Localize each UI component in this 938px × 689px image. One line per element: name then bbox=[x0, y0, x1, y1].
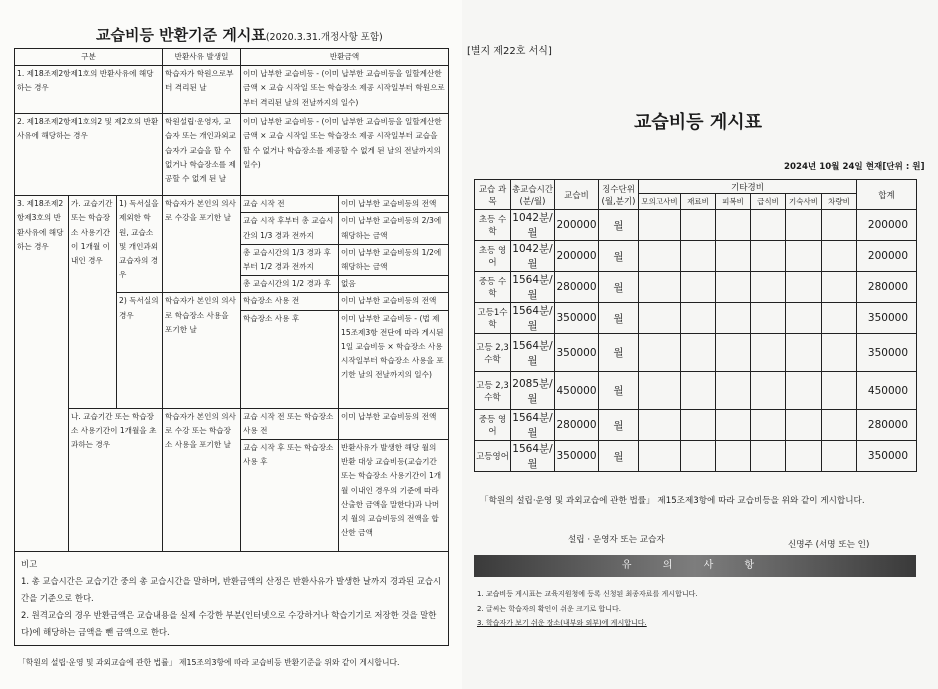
fee-amount: 200000 bbox=[555, 241, 599, 272]
row1-category: 1. 제18조제2항제1호의 반환사유에 해당하는 경우 bbox=[15, 66, 163, 114]
fee-other-empty bbox=[822, 241, 857, 272]
row1-amount: 이미 납부한 교습비등 - (이미 납부한 교습비등을 일할계산한 금액 × 교습 시작일 또는 학습장소 제공 시작일부터 학원으로부터 격리된 날의 전날까지의 일수) bbox=[241, 66, 449, 114]
na-period-0: 교습 시작 전 또는 학습장소 사용 전 bbox=[241, 408, 339, 439]
fee-other-empty bbox=[716, 410, 751, 441]
fee-unit: 월 bbox=[599, 210, 639, 241]
fee-other-empty bbox=[716, 441, 751, 472]
notice-item-2: 2. 글씨는 학습자의 확인이 쉬운 크기로 합니다. bbox=[477, 604, 621, 613]
sub2-period-1: 학습장소 사용 후 bbox=[241, 310, 339, 408]
fee-time: 1564분/월 bbox=[511, 334, 555, 372]
fee-time: 1564분/월 bbox=[511, 303, 555, 334]
fee-other-empty bbox=[681, 410, 716, 441]
fee-time: 1564분/월 bbox=[511, 441, 555, 472]
fee-unit: 월 bbox=[599, 241, 639, 272]
law-line: 「학원의 설립·운영 및 과외교습에 관한 법률」 제15조제3항에 따라 교습비등을 위와 같이 게시합니다. bbox=[480, 496, 865, 506]
fee-other-empty bbox=[681, 303, 716, 334]
fee-other-empty bbox=[786, 410, 822, 441]
fee-other-empty bbox=[639, 410, 681, 441]
fee-other-empty bbox=[822, 334, 857, 372]
fee-other-empty bbox=[822, 410, 857, 441]
fee-other-empty bbox=[716, 334, 751, 372]
sub1-amount-1: 이미 납부한 교습비등의 2/3에 해당하는 금액 bbox=[339, 213, 449, 244]
col-other-5: 차량비 bbox=[822, 194, 857, 210]
refund-title-text: 교습비등 반환기준 게시표 bbox=[96, 26, 266, 44]
fee-row bbox=[475, 441, 917, 472]
fee-course: 고등1수학 bbox=[475, 303, 511, 334]
col-other-1: 재료비 bbox=[681, 194, 716, 210]
fee-time: 1042분/월 bbox=[511, 241, 555, 272]
fee-row bbox=[475, 241, 917, 272]
fee-other-empty bbox=[751, 272, 786, 303]
sub1-amount-2: 이미 납부한 교습비등의 1/2에 해당하는 금액 bbox=[339, 244, 449, 275]
row3-sub1-label: 1) 독서실을 제외한 학원, 교습소 및 개인과외교습자의 경우 bbox=[117, 196, 163, 293]
fee-row bbox=[475, 372, 917, 410]
fee-other-empty bbox=[681, 272, 716, 303]
fee-amount: 200000 bbox=[555, 210, 599, 241]
sub1-period-0: 교습 시작 전 bbox=[241, 196, 339, 213]
na-amount-1: 반환사유가 발생한 해당 월의 반환 대상 교습비등(교습기간 또는 학습장소 사용기간이 1개월 이내인 경우의 기준에 따라 산출한 금액을 말한다)과 나머지 월의 교습비등의 전액을 합산한 금액 bbox=[339, 440, 449, 552]
fee-other-empty bbox=[751, 334, 786, 372]
fee-row bbox=[475, 334, 917, 372]
refund-notes bbox=[15, 552, 449, 646]
fee-amount: 280000 bbox=[555, 272, 599, 303]
row3-sub2-label: 2) 독서실의 경우 bbox=[117, 293, 163, 408]
fee-other-empty bbox=[681, 241, 716, 272]
fee-unit: 월 bbox=[599, 410, 639, 441]
col-other: 기타경비 bbox=[639, 180, 857, 194]
fee-other-empty bbox=[639, 334, 681, 372]
fee-unit: 월 bbox=[599, 441, 639, 472]
fee-total: 350000 bbox=[857, 334, 917, 372]
fee-course: 고등 2,3 수학 bbox=[475, 372, 511, 410]
col-unit: 징수단위 (월,분기) bbox=[599, 180, 639, 210]
fee-other-empty bbox=[681, 334, 716, 372]
fee-total: 350000 bbox=[857, 441, 917, 472]
note-2: 2. 원격교습의 경우 반환금액은 교습내용을 실제 수강한 부분(인터넷으로 수강하거나 학습기기로 저장한 것을 말한다)에 해당하는 금액을 뺀 금액으로 한다. bbox=[21, 610, 437, 638]
fee-other-empty bbox=[751, 372, 786, 410]
row3-sub2-when: 학습자가 본인의 의사로 학습장소 사용을 포기한 날 bbox=[163, 293, 241, 408]
refund-row-1 bbox=[15, 66, 449, 114]
fee-header-row-1 bbox=[475, 180, 917, 194]
refund-row-3a bbox=[15, 196, 449, 213]
sub1-period-3: 총 교습시간의 1/2 경과 후 bbox=[241, 276, 339, 293]
row2-amount: 이미 납부한 교습비등 - (이미 납부한 교습비등을 일할계산한 금액 × 교습 시작일 또는 학습장소 제공 시작일부터 교습을 할 수 없거나 학습장소를 제공할 수 없게 된 날의 전날까지의 일수) bbox=[241, 114, 449, 196]
fee-other-empty bbox=[716, 241, 751, 272]
fee-amount: 350000 bbox=[555, 303, 599, 334]
row3-category: 3. 제18조제2항제3호의 반환사유에 해당하는 경우 bbox=[15, 196, 69, 552]
fee-other-empty bbox=[639, 372, 681, 410]
row1-when: 학습자가 학원으로부터 격리된 날 bbox=[163, 66, 241, 114]
fee-other-empty bbox=[716, 372, 751, 410]
fee-course: 중등 수학 bbox=[475, 272, 511, 303]
refund-row-2 bbox=[15, 114, 449, 196]
fee-course: 고등영어 bbox=[475, 441, 511, 472]
fee-unit: 월 bbox=[599, 303, 639, 334]
row2-when: 학원설립·운영자, 교습자 또는 개인과외교습자가 교습을 할 수 없거나 학습장소를 제공할 수 없게 된 날 bbox=[163, 114, 241, 196]
fee-other-empty bbox=[751, 303, 786, 334]
header-category: 구분 bbox=[15, 49, 163, 66]
fee-other-empty bbox=[751, 210, 786, 241]
row2-category: 2. 제18조제2항제1호의2 및 제2호의 반환사유에 해당하는 경우 bbox=[15, 114, 163, 196]
row3-sub1-when: 학습자가 본인의 의사로 수강을 포기한 날 bbox=[163, 196, 241, 293]
col-course: 교습 과목 bbox=[475, 180, 511, 210]
fee-unit: 월 bbox=[599, 272, 639, 303]
row3-na-when: 학습자가 본인의 의사로 수강 또는 학습장소 사용을 포기한 날 bbox=[163, 408, 241, 551]
fee-other-empty bbox=[786, 272, 822, 303]
sub1-amount-0: 이미 납부한 교습비등의 전액 bbox=[339, 196, 449, 213]
fee-other-empty bbox=[639, 272, 681, 303]
fee-other-empty bbox=[751, 241, 786, 272]
fee-time: 1042분/월 bbox=[511, 210, 555, 241]
fee-other-empty bbox=[786, 241, 822, 272]
fee-other-empty bbox=[681, 210, 716, 241]
refund-row-3g bbox=[15, 408, 449, 439]
signature-label: 신명주 (서명 또는 인) bbox=[788, 540, 870, 550]
refund-table bbox=[14, 48, 449, 646]
fee-course: 중등 영어 bbox=[475, 410, 511, 441]
fee-total: 350000 bbox=[857, 303, 917, 334]
fee-course: 초등 영어 bbox=[475, 241, 511, 272]
fee-amount: 450000 bbox=[555, 372, 599, 410]
refund-notes-row bbox=[15, 552, 449, 646]
fee-time: 1564분/월 bbox=[511, 410, 555, 441]
col-time: 총교습시간 (분/월) bbox=[511, 180, 555, 210]
fee-course: 초등 수학 bbox=[475, 210, 511, 241]
fee-total: 280000 bbox=[857, 410, 917, 441]
posting-date: 2024년 10월 24일 현재[단위 : 원] bbox=[784, 162, 925, 172]
fee-other-empty bbox=[681, 372, 716, 410]
header-amount: 반환금액 bbox=[241, 49, 449, 66]
col-other-2: 피복비 bbox=[716, 194, 751, 210]
fee-unit: 월 bbox=[599, 334, 639, 372]
fee-time: 2085분/월 bbox=[511, 372, 555, 410]
refund-header-row bbox=[15, 49, 449, 66]
fee-posting-title: 교습비등 게시표 bbox=[634, 112, 762, 133]
sub1-period-1: 교습 시작 후부터 총 교습시간의 1/3 경과 전까지 bbox=[241, 213, 339, 244]
fee-other-empty bbox=[751, 410, 786, 441]
fee-course: 고등 2,3 수학 bbox=[475, 334, 511, 372]
fee-other-empty bbox=[716, 272, 751, 303]
fee-other-empty bbox=[786, 303, 822, 334]
fee-other-empty bbox=[786, 210, 822, 241]
sub1-period-2: 총 교습시간의 1/3 경과 후부터 1/2 경과 전까지 bbox=[241, 244, 339, 275]
fee-other-empty bbox=[822, 303, 857, 334]
row3-sub-ga: 가. 교습기간 또는 학습장소 사용기간이 1개월 이내인 경우 bbox=[69, 196, 117, 408]
na-amount-0: 이미 납부한 교습비등의 전액 bbox=[339, 408, 449, 439]
sub2-amount-1: 이미 납부한 교습비등 - (법 제15조제3항 전단에 따라 게시된 1일 교습비등 × 학습장소 사용 시작일부터 학습장소 사용을 포기한 날의 전날까지의 일수) bbox=[339, 310, 449, 408]
fee-row bbox=[475, 303, 917, 334]
na-period-1: 교습 시작 후 또는 학습장소 사용 후 bbox=[241, 440, 339, 552]
fee-other-empty bbox=[639, 241, 681, 272]
fee-other-empty bbox=[822, 272, 857, 303]
fee-total: 200000 bbox=[857, 241, 917, 272]
sub2-period-0: 학습장소 사용 전 bbox=[241, 293, 339, 310]
fee-other-empty bbox=[786, 372, 822, 410]
fee-row bbox=[475, 272, 917, 303]
fee-other-empty bbox=[681, 441, 716, 472]
fee-row bbox=[475, 210, 917, 241]
col-other-0: 모의고사비 bbox=[639, 194, 681, 210]
notes-title: 비고 bbox=[21, 559, 38, 570]
refund-policy-title bbox=[96, 24, 383, 45]
fee-other-empty bbox=[639, 210, 681, 241]
fee-amount: 350000 bbox=[555, 441, 599, 472]
note-1: 1. 총 교습시간은 교습기간 중의 총 교습시간을 말하며, 반환금액의 산정은 반환사유가 발생한 날까지 경과된 교습시간을 기준으로 한다. bbox=[21, 576, 442, 604]
fee-unit: 월 bbox=[599, 372, 639, 410]
notice-item-1: 1. 교습비등 게시표는 교육지원청에 등록 신청된 최종자료를 게시합니다. bbox=[477, 590, 698, 598]
fee-total: 450000 bbox=[857, 372, 917, 410]
header-when: 반환사유 발생일 bbox=[163, 49, 241, 66]
fee-time: 1564분/월 bbox=[511, 272, 555, 303]
fee-row bbox=[475, 410, 917, 441]
fee-total: 280000 bbox=[857, 272, 917, 303]
refund-title-note: (2020.3.31.개정사항 포함) bbox=[265, 32, 383, 43]
sub1-amount-3: 없음 bbox=[339, 276, 449, 293]
fee-other-empty bbox=[822, 441, 857, 472]
fee-other-empty bbox=[716, 303, 751, 334]
fee-table bbox=[474, 179, 917, 472]
col-total: 합계 bbox=[857, 180, 917, 210]
fee-amount: 350000 bbox=[555, 334, 599, 372]
sub2-amount-0: 이미 납부한 교습비등의 전액 bbox=[339, 293, 449, 310]
operator-label: 설립 · 운영자 또는 교습자 bbox=[568, 535, 665, 545]
fee-other-empty bbox=[639, 441, 681, 472]
notice-item-3: 3. 학습자가 보기 쉬운 장소(내부와 외부)에 게시합니다. bbox=[477, 619, 647, 627]
fee-other-empty bbox=[786, 334, 822, 372]
fee-other-empty bbox=[716, 210, 751, 241]
notice-title-bar: 유 의 사 항 bbox=[474, 555, 916, 577]
refund-footer: 「학원의 설립·운영 및 과외교습에 관한 법률」 제15조의3항에 따라 교습비등 반환기준을 위와 같이 게시합니다. bbox=[18, 658, 400, 667]
refund-policy-page bbox=[0, 0, 462, 689]
col-other-3: 급식비 bbox=[751, 194, 786, 210]
form-tag: [별지 제22호 서식] bbox=[467, 46, 552, 57]
fee-total: 200000 bbox=[857, 210, 917, 241]
col-fee: 교습비 bbox=[555, 180, 599, 210]
col-other-4: 기숙사비 bbox=[786, 194, 822, 210]
fee-other-empty bbox=[822, 372, 857, 410]
fee-rows bbox=[475, 210, 917, 472]
fee-amount: 280000 bbox=[555, 410, 599, 441]
fee-other-empty bbox=[822, 210, 857, 241]
notice-list bbox=[477, 587, 698, 631]
row3-sub-na: 나. 교습기간 또는 학습장소 사용기간이 1개월을 초과하는 경우 bbox=[69, 408, 163, 551]
fee-other-empty bbox=[639, 303, 681, 334]
fee-other-empty bbox=[751, 441, 786, 472]
fee-other-empty bbox=[786, 441, 822, 472]
